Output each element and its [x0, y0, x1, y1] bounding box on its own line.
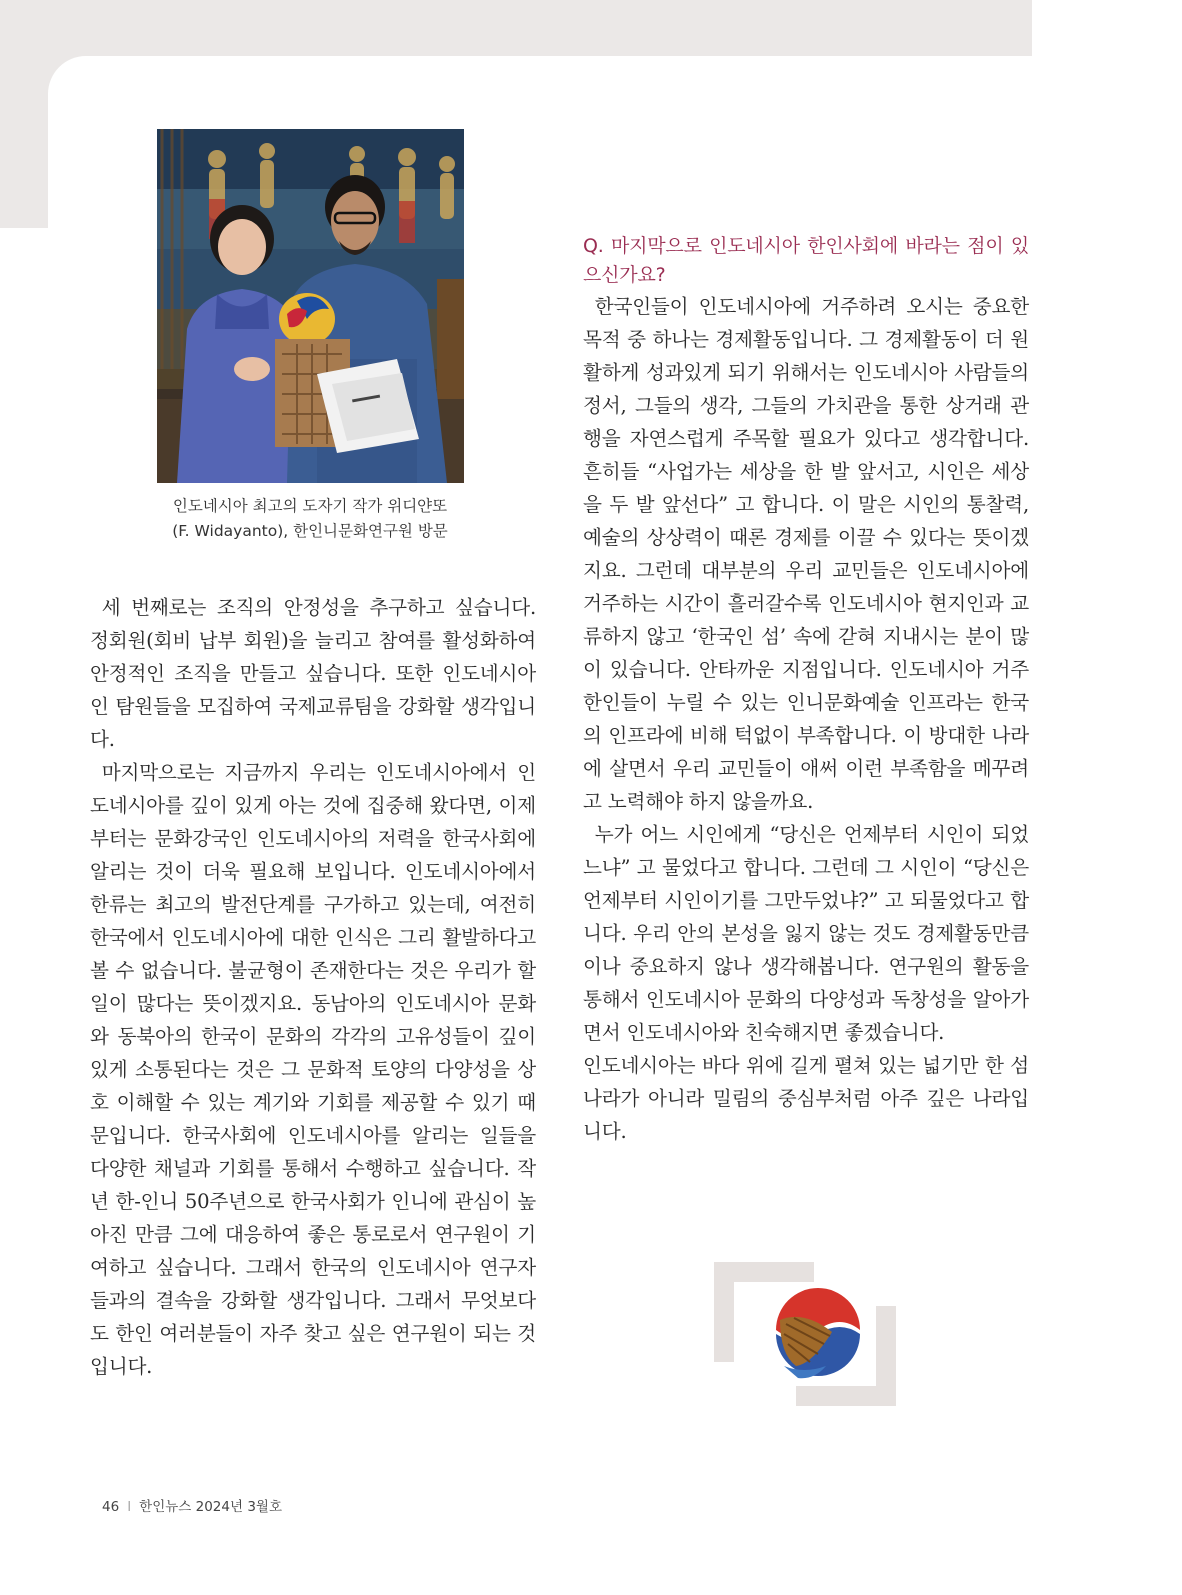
- taegeuk-emblem-icon: [714, 1262, 896, 1406]
- left-paragraph-1: 세 번째로는 조직의 안정성을 추구하고 싶습니다. 정회원(회비 납부 회원)을 늘리고 참여를 활성화하여 안정적인 조직을 만들고 싶습니다. 또한 인도네시아인 탐원들을 모집하여 국제교류팀을 강화할 생각입니다.: [90, 596, 536, 751]
- right-paragraph-2: 누가 어느 시인에게 “당신은 언제부터 시인이 되었느냐” 고 물었다고 합니다. 그런데 그 시인이 “당신은 언제부터 시인이기를 그만두었냐?” 고 되물었다고 합니다. 우리 안의 본성을 잃지 않는 것도 경제활동만큼이나 중요하지 않나 생각해봅니다. 연구원의 활동을 통해서 인도네시아 문화의 다양성과 독창성을 알아가면서 인도네시아와 친숙해지면 좋겠습니다.: [583, 823, 1029, 1044]
- caption-line-2: (F. Widayanto), 한인니문화연구원 방문: [172, 522, 448, 540]
- left-paragraph-2: 마지막으로는 지금까지 우리는 인도네시아에서 인도네시아를 깊이 있게 아는 것에 집중해 왔다면, 이제부터는 문화강국인 인도네시아의 저력을 한국사회에 알리는 것이 더욱 필요해 보입니다. 인도네시아에서 한류는 최고의 발전단계를 구가하고 있는데, 여전히 한국에서 인도네시아에 대한 인식은 그리 활발하다고 볼 수 없습니다. 불균형이 존재한다는 것은 우리가 할 일이 많다는 뜻이겠지요. 동남아의 인도네시아 문화와 동북아의 한국이 문화의 각각의 고유성들이 깊이 있게 소통된다는 것은 그 문화적 토양의 다양성을 상호 이해할 수 있는 계기와 기회를 제공할 수 있기 때문입니다. 한국사회에 인도네시아를 알리는 일들을 다양한 채널과 기회를 통해서 수행하고 싶습니다. 작년 한-인니 50주년으로 한국사회가 인니에 관심이 높아진 만큼 그에 대응하여 좋은 통로로서 연구원이 기여하고 싶습니다. 그래서 한국의 인도네시아 연구자들과의 결속을 강화할 생각입니다. 그래서 무엇보다도 한인 여러분들이 자주 찾고 싶은 연구원이 되는 것입니다.: [90, 761, 536, 1378]
- photo-caption: [110, 494, 510, 544]
- photo-artist-visit: [157, 129, 464, 483]
- caption-line-1: 인도네시아 최고의 도자기 작가 위디얀또: [172, 497, 448, 515]
- photo-illustration: [157, 129, 464, 483]
- publication-name: 한인뉴스 2024년 3월호: [139, 1499, 282, 1515]
- page-number: 46: [102, 1499, 120, 1515]
- page-footer: [102, 1495, 282, 1515]
- right-paragraph-1: 한국인들이 인도네시아에 거주하려 오시는 중요한 목적 중 하나는 경제활동입니다. 그 경제활동이 더 원활하게 성과있게 되기 위해서는 인도네시아 사람들의 정서, 그들의 생각, 그들의 가치관을 통한 상거래 관행을 자연스럽게 주목할 필요가 있다고 생각합니다. 흔히들 “사업가는 세상을 한 발 앞서고, 시인은 세상을 두 발 앞선다” 고 합니다. 이 말은 시인의 통찰력, 예술의 상상력이 때론 경제를 이끌 수 있다는 뜻이겠지요. 그런데 대부분의 우리 교민들은 인도네시아에 거주하는 시간이 흘러갈수록 인도네시아 현지인과 교류하지 않고 ‘한국인 섬’ 속에 갇혀 지내시는 분이 많이 있습니다. 안타까운 지점입니다. 인도네시아 거주 한인들이 누릴 수 있는 인니문화예술 인프라는 한국의 인프라에 비해 턱없이 부족합니다. 이 방대한 나라에 살면서 우리 교민들이 애써 이런 부족함을 메꾸려고 노력해야 하지 않을까요.: [583, 295, 1029, 813]
- footer-separator: I: [127, 1499, 132, 1515]
- left-column: [90, 591, 536, 1383]
- right-paragraph-3: 인도네시아는 바다 위에 길게 펼쳐 있는 넓기만 한 섬나라가 아니라 밀림의 중심부처럼 아주 깊은 나라입니다.: [583, 1054, 1029, 1143]
- right-column: [583, 232, 1029, 1148]
- question-heading: Q. 마지막으로 인도네시아 한인사회에 바라는 점이 있으신가요?: [583, 235, 1029, 286]
